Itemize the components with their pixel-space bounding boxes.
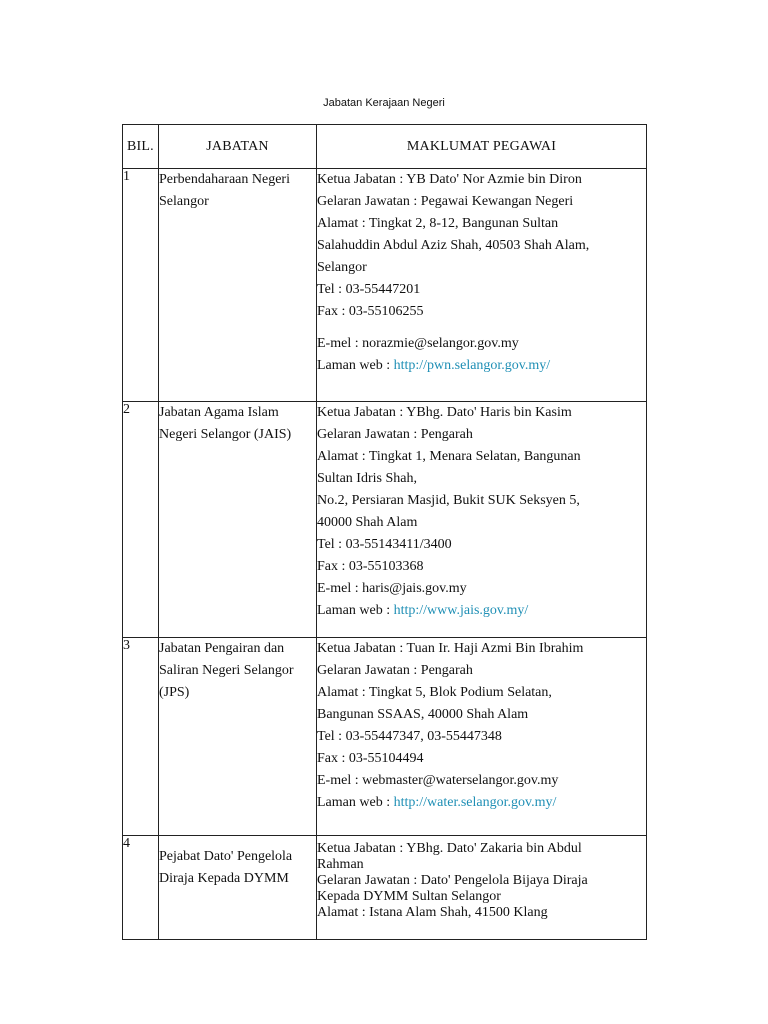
position-title: Gelaran Jawatan : Pegawai Kewangan Negeri (317, 194, 574, 209)
email: E-mel : webmaster@waterselangor.gov.my (317, 773, 559, 788)
officer-details (317, 402, 647, 638)
department-name-line: Pejabat Dato' Pengelola (159, 849, 293, 864)
address-line: Alamat : Tingkat 5, Blok Podium Selatan, (317, 685, 552, 700)
telephone: Tel : 03-55447201 (317, 282, 421, 297)
department-name (159, 169, 317, 402)
website-line (317, 792, 646, 814)
officer-details (317, 836, 647, 940)
row-number: 4 (123, 836, 159, 940)
head-of-department: Rahman (317, 857, 364, 872)
address-line: No.2, Persiaran Masjid, Bukit SUK Seksyen 5, (317, 493, 580, 508)
address-line: Sultan Idris Shah, (317, 471, 417, 486)
address-line: Alamat : Istana Alam Shah, 41500 Klang (317, 905, 548, 920)
row-number: 3 (123, 638, 159, 836)
department-name-line: Diraja Kepada DYMM (159, 871, 289, 886)
position-title: Kepada DYMM Sultan Selangor (317, 889, 501, 904)
table-row (123, 836, 647, 940)
header-maklumat: MAKLUMAT PEGAWAI (317, 125, 647, 169)
website-link[interactable]: http://water.selangor.gov.my/ (393, 795, 557, 810)
address-line: Selangor (317, 260, 367, 275)
website-label: Laman web : (317, 795, 394, 810)
position-title: Gelaran Jawatan : Pengarah (317, 663, 473, 678)
telephone: Tel : 03-55447347, 03-55447348 (317, 729, 502, 744)
department-name (159, 638, 317, 836)
email: E-mel : haris@jais.gov.my (317, 581, 467, 596)
department-name (159, 836, 317, 940)
head-of-department: Ketua Jabatan : YBhg. Dato' Zakaria bin Abdul (317, 841, 582, 856)
head-of-department: Ketua Jabatan : YBhg. Dato' Haris bin Kasim (317, 405, 572, 420)
header-bil: BIL. (123, 125, 159, 169)
department-name-line: Selangor (159, 194, 209, 209)
department-name-line: Saliran Negeri Selangor (159, 663, 294, 678)
row-number: 1 (123, 169, 159, 402)
website-label: Laman web : (317, 358, 394, 373)
table-header-row (123, 125, 647, 169)
department-name-line: Jabatan Pengairan dan (159, 641, 285, 656)
officer-details (317, 638, 647, 836)
table-row (123, 402, 647, 638)
website-line (317, 355, 646, 377)
address-line: Alamat : Tingkat 1, Menara Selatan, Bangunan (317, 449, 581, 464)
department-table (122, 124, 647, 940)
fax: Fax : 03-55106255 (317, 304, 424, 319)
officer-details (317, 169, 647, 402)
telephone: Tel : 03-55143411/3400 (317, 537, 452, 552)
website-label: Laman web : (317, 603, 394, 618)
department-name-line: Jabatan Agama Islam (159, 405, 279, 420)
table-row (123, 638, 647, 836)
head-of-department: Ketua Jabatan : Tuan Ir. Haji Azmi Bin Ibrahim (317, 641, 584, 656)
website-link[interactable]: http://pwn.selangor.gov.my/ (393, 358, 551, 373)
position-title: Gelaran Jawatan : Dato' Pengelola Bijaya Diraja (317, 873, 588, 888)
head-of-department: Ketua Jabatan : YB Dato' Nor Azmie bin Diron (317, 172, 582, 187)
department-name (159, 402, 317, 638)
address-line: Alamat : Tingkat 2, 8-12, Bangunan Sultan (317, 216, 559, 231)
row-number: 2 (123, 402, 159, 638)
fax: Fax : 03-55104494 (317, 751, 424, 766)
table-row (123, 169, 647, 402)
email: E-mel : norazmie@selangor.gov.my (317, 336, 519, 351)
website-link[interactable]: http://www.jais.gov.my/ (393, 603, 529, 618)
fax: Fax : 03-55103368 (317, 559, 424, 574)
header-jabatan: JABATAN (159, 125, 317, 169)
address-line: Salahuddin Abdul Aziz Shah, 40503 Shah Alam, (317, 238, 590, 253)
address-line: Bangunan SSAAS, 40000 Shah Alam (317, 707, 529, 722)
department-name-line: Perbendaharaan Negeri (159, 172, 290, 187)
department-name-line: (JPS) (159, 685, 190, 700)
department-name-line: Negeri Selangor (JAIS) (159, 427, 292, 442)
position-title: Gelaran Jawatan : Pengarah (317, 427, 473, 442)
document-title: Jabatan Kerajaan Negeri (323, 97, 445, 109)
website-line (317, 600, 646, 622)
address-line: 40000 Shah Alam (317, 515, 418, 530)
